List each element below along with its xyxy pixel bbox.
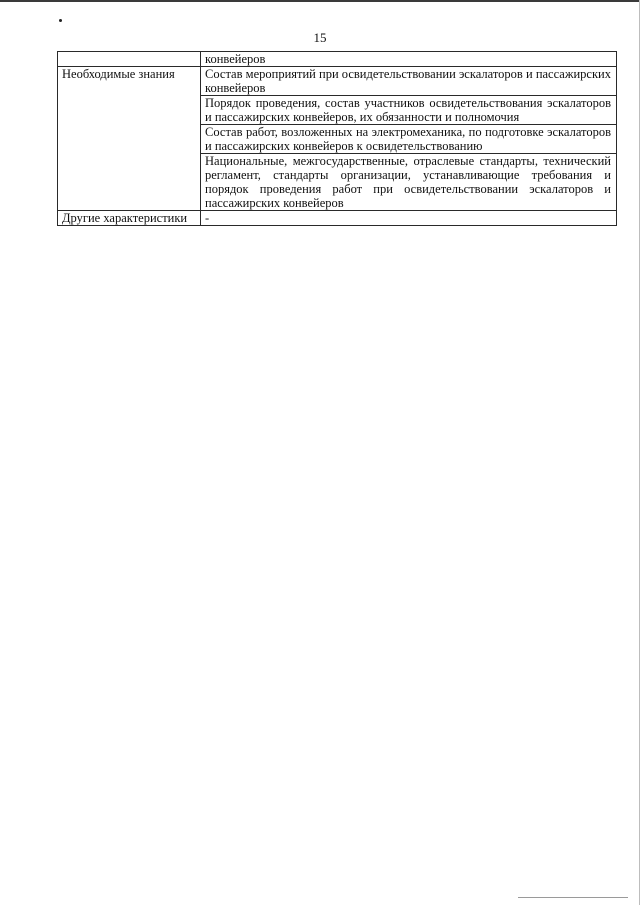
table-row	[58, 52, 617, 67]
scan-speck	[59, 19, 62, 22]
row-value-cell: Порядок проведения, состав участников освидетельствования эскалаторов и пассажирских конвейеров, их обязанности и полномочия	[201, 96, 617, 125]
scan-edge-bottom-mark	[518, 897, 628, 898]
row-value-cell: Состав работ, возложенных на электромеханика, по подготовке эскалаторов и пассажирских конвейеров к освидетельствованию	[201, 125, 617, 154]
page-number: 15	[313, 30, 327, 45]
row-value-cell: Национальные, межгосударственные, отраслевые стандарты, технический регламент, стандарты организации, устанавливающие требования и порядок проведения работ при освидетельствовании эскалаторов и пассажирских конвейеров	[201, 154, 617, 211]
row-label-cell: Необходимые знания	[58, 67, 201, 211]
table-row	[58, 67, 617, 96]
row-value-cell: -	[201, 211, 617, 226]
row-value-cell: Состав мероприятий при освидетельствовании эскалаторов и пассажирских конвейеров	[201, 67, 617, 96]
table-row	[58, 211, 617, 226]
row-value-cell: конвейеров	[201, 52, 617, 67]
row-label-cell: Другие характеристики	[58, 211, 201, 226]
scan-edge-top	[0, 0, 640, 2]
requirements-table	[57, 51, 617, 226]
row-label-cell	[58, 52, 201, 67]
